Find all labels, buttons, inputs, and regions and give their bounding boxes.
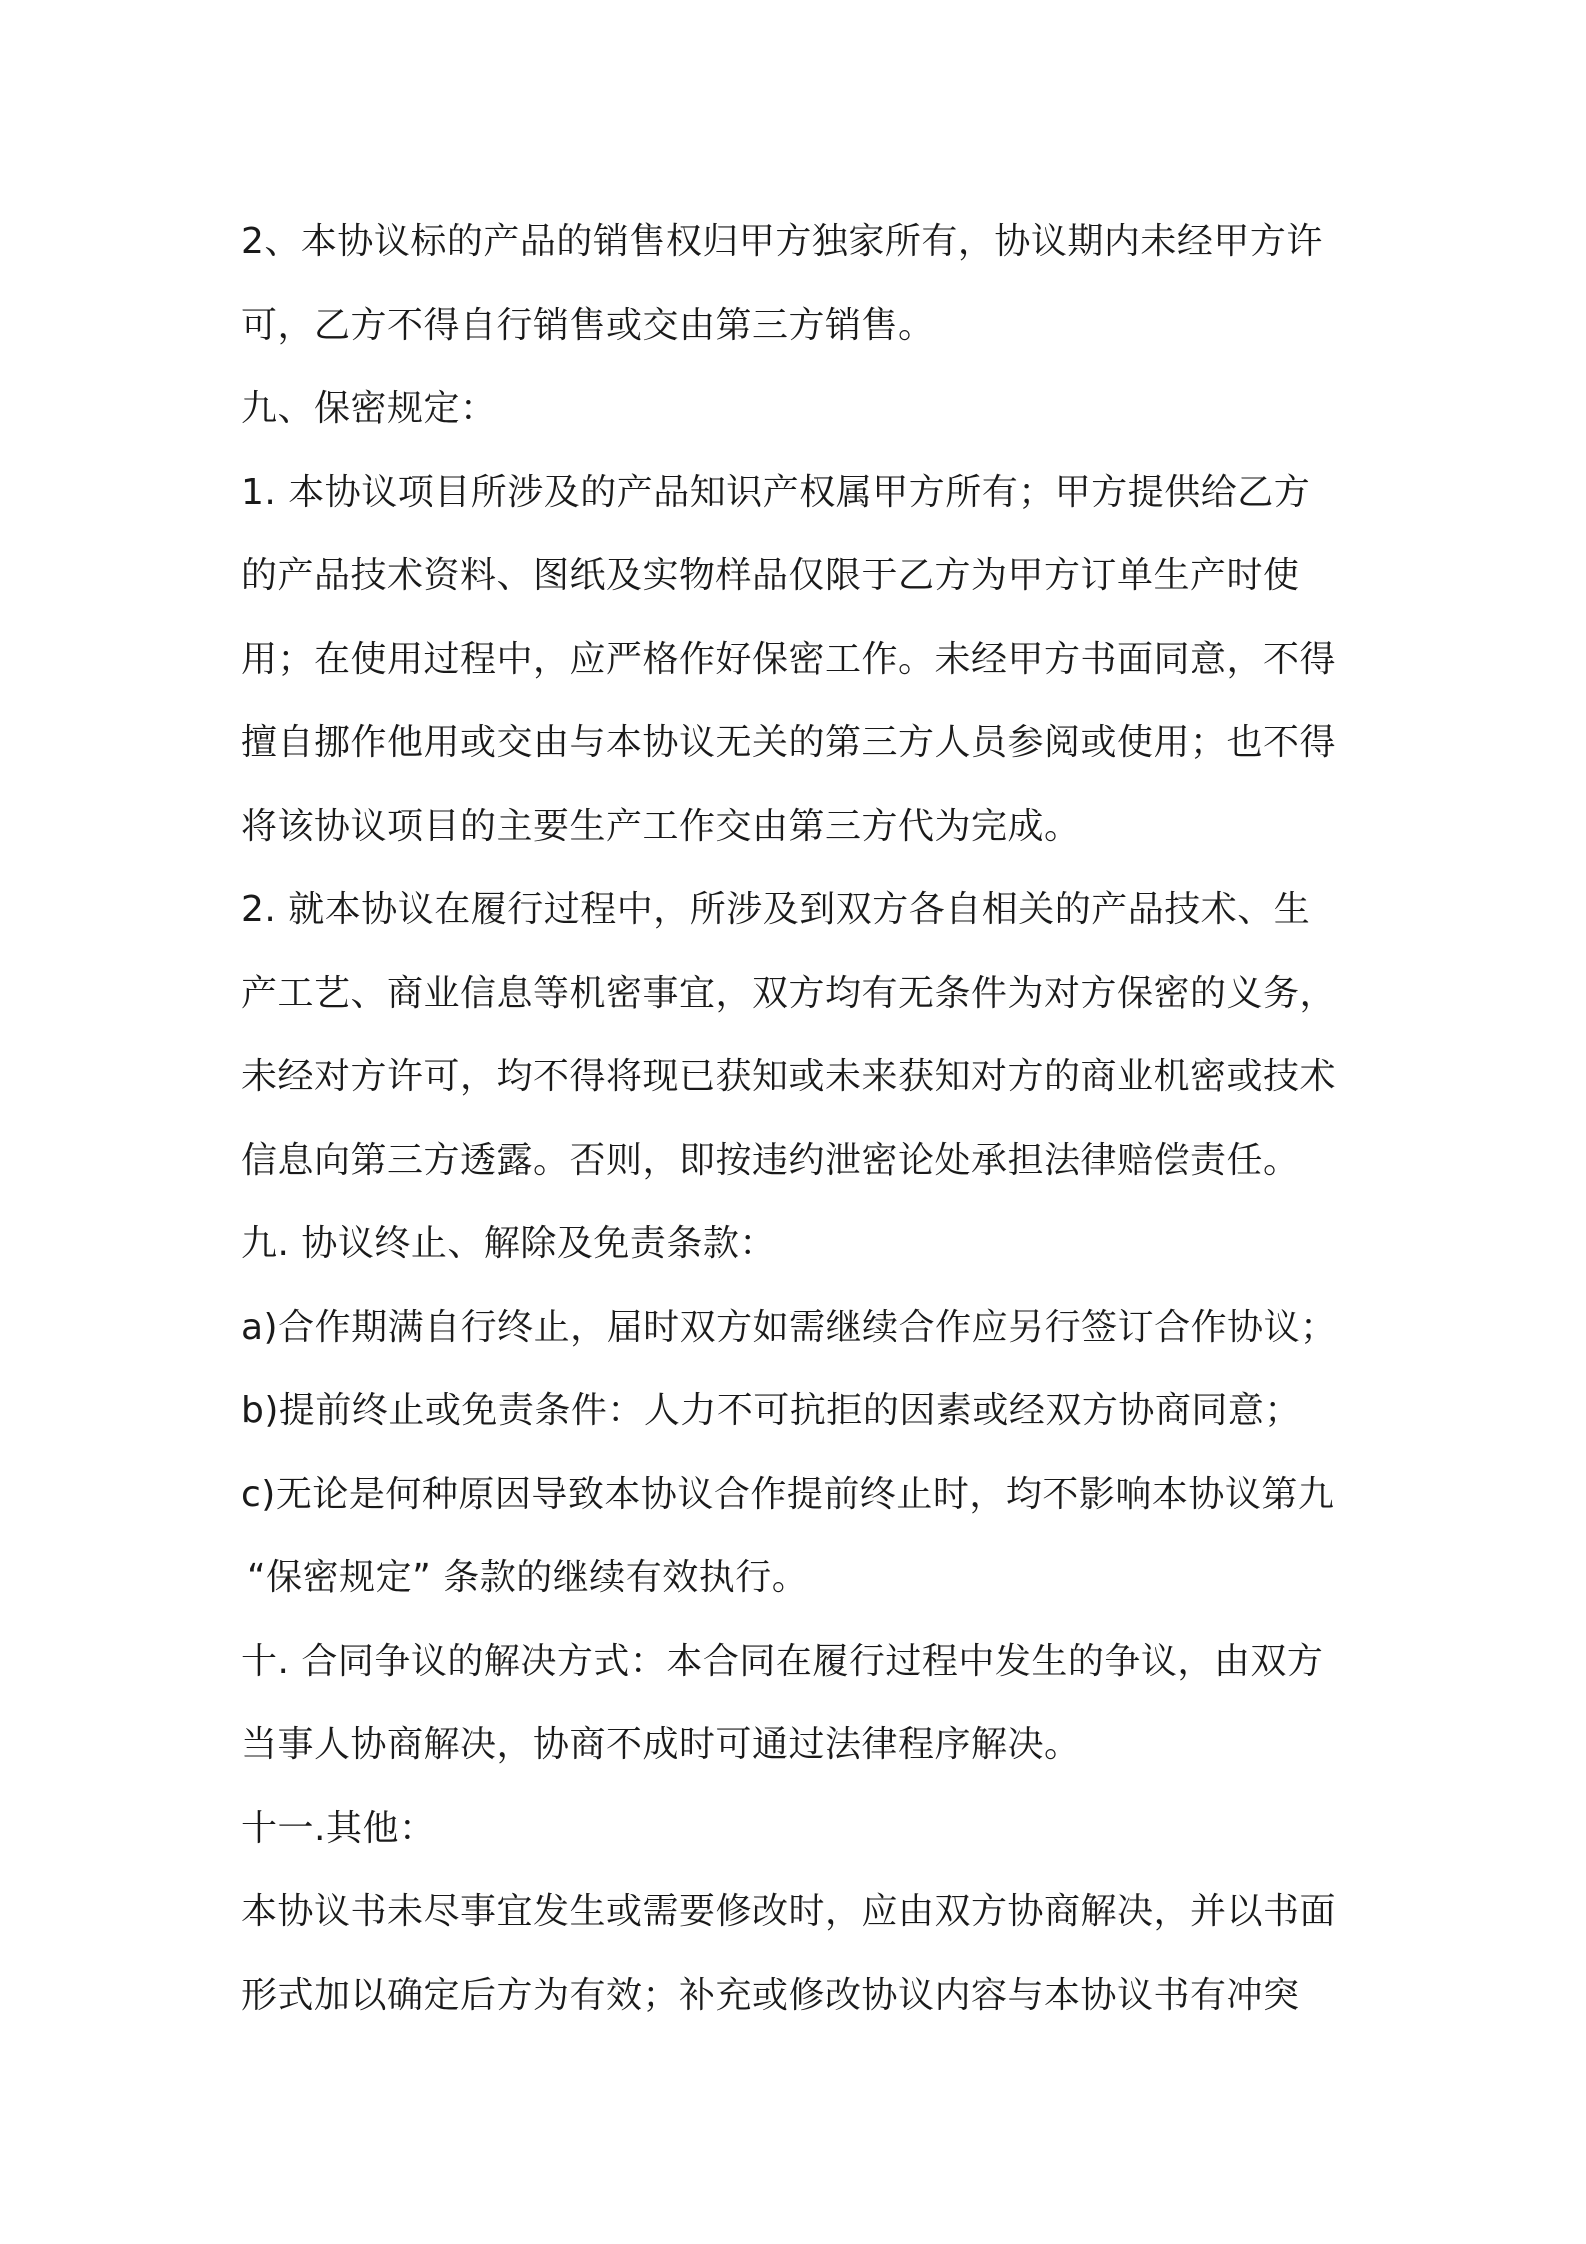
text-line: 的产品技术资料、图纸及实物样品仅限于乙方为甲方订单生产时使 — [241, 555, 1300, 596]
text-line: 用；在使用过程中，应严格作好保密工作。未经甲方书面同意，不得 — [241, 638, 1337, 680]
section-heading: 九、保密规定： — [241, 388, 497, 429]
text-line: 2、本协议标的产品的销售权归甲方独家所有，协议期内未经甲方许 — [241, 221, 1323, 262]
section-heading: 十一.其他： — [241, 1807, 436, 1849]
text-line: 形式加以确定后方为有效；补充或修改协议内容与本协议书有冲突 — [241, 1974, 1300, 2016]
text-line: 可，乙方不得自行销售或交由第三方销售。 — [241, 304, 935, 346]
text-line: 本协议书未尽事宜发生或需要修改时，应由双方协商解决，并以书面 — [241, 1891, 1337, 1932]
text-line: 1. 本协议项目所涉及的产品知识产权属甲方所有；甲方提供给乙方 — [241, 471, 1311, 513]
text-line: b)提前终止或免责条件：人力不可抗拒的因素或经双方协商同意； — [241, 1390, 1301, 1431]
section-heading: 十. 合同争议的解决方式：本合同在履行过程中发生的争议，由双方 — [241, 1640, 1324, 1682]
text-line: 信息向第三方透露。否则，即按违约泄密论处承担法律赔偿责任。 — [241, 1139, 1300, 1181]
text-line: 当事人协商解决，协商不成时可通过法律程序解决。 — [241, 1724, 1081, 1765]
text-line: 擅自挪作他用或交由与本协议无关的第三方人员参阅或使用；也不得 — [241, 722, 1337, 763]
text-line: a)合作期满自行终止，届时双方如需继续合作应另行签订合作协议； — [241, 1306, 1337, 1348]
text-line: 未经对方许可，均不得将现已获知或未来获知对方的商业机密或技术 — [241, 1056, 1337, 1097]
text-line: 2. 就本协议在履行过程中，所涉及到双方各自相关的产品技术、生 — [241, 889, 1311, 930]
text-line: 将该协议项目的主要生产工作交由第三方代为完成。 — [241, 805, 1081, 847]
text-line: 产工艺、商业信息等机密事宜，双方均有无条件为对方保密的义务， — [241, 972, 1337, 1014]
document-body — [241, 200, 1361, 2037]
text-line: c)无论是何种原因导致本协议合作提前终止时，均不影响本协议第九 — [241, 1473, 1335, 1515]
text-line: “保密规定” 条款的继续有效执行。 — [247, 1557, 809, 1598]
section-heading: 九. 协议终止、解除及免责条款： — [241, 1223, 776, 1264]
